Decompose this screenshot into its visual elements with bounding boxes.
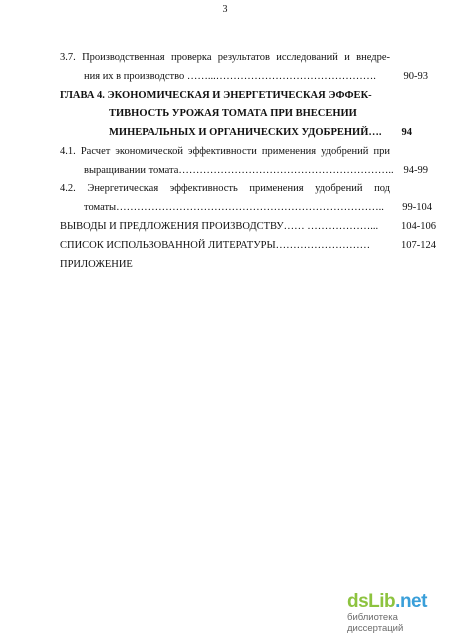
toc-references-page: 107-124 [401,240,436,251]
toc-conclusions-page: 104-106 [401,221,436,232]
dslib-logo-title [347,592,443,612]
toc-entry-4-2-page: 99-104 [402,202,432,213]
toc-entry-3-7-line2: ния их в производство ……...………………………………………. [84,71,376,82]
dslib-logo-subtitle: библиотека диссертаций [347,612,404,634]
chapter-4-heading-line2: ТИВНОСТЬ УРОЖАЯ ТОМАТА ПРИ ВНЕСЕНИИ [109,108,357,119]
toc-entry-4-2-line2: томаты………………………………………………………………….. [84,202,384,213]
toc-references: СПИСОК ИСПОЛЬЗОВАННОЙ ЛИТЕРАТУРЫ……………………… [60,240,371,251]
toc-entry-3-7-page: 90-93 [403,71,428,82]
dslib-logo-part2: .net [395,591,427,612]
toc-entry-4-1-page: 94-99 [403,165,428,176]
dslib-watermark-logo [347,592,443,634]
toc-conclusions: ВЫВОДЫ И ПРЕДЛОЖЕНИЯ ПРОИЗВОДСТВУ…… ………………... [60,221,379,232]
chapter-4-heading-line1: ГЛАВА 4. ЭКОНОМИЧЕСКАЯ И ЭНЕРГЕТИЧЕСКАЯ ЭФФЕК- [60,90,372,101]
dslib-logo-part1: dsLib [347,591,396,612]
toc-appendix: ПРИЛОЖЕНИЕ [60,259,133,270]
toc-entry-3-7-line1: 3.7. Производственная проверка результатов исследований и внедре- [60,52,390,63]
chapter-4-page: 94 [401,127,412,138]
page-number: 3 [222,4,228,15]
toc-entry-4-1-line2: выращивании томата…………………………………………………….. [84,165,394,176]
chapter-4-heading-line3: МИНЕРАЛЬНЫХ И ОРГАНИЧЕСКИХ УДОБРЕНИЙ…. [109,127,382,138]
toc-entry-4-2-line1: 4.2. Энергетическая эффективность применения удобрений под [60,183,390,194]
toc-entry-4-1-line1: 4.1. Расчет экономической эффективности применения удобрений при [60,146,390,157]
